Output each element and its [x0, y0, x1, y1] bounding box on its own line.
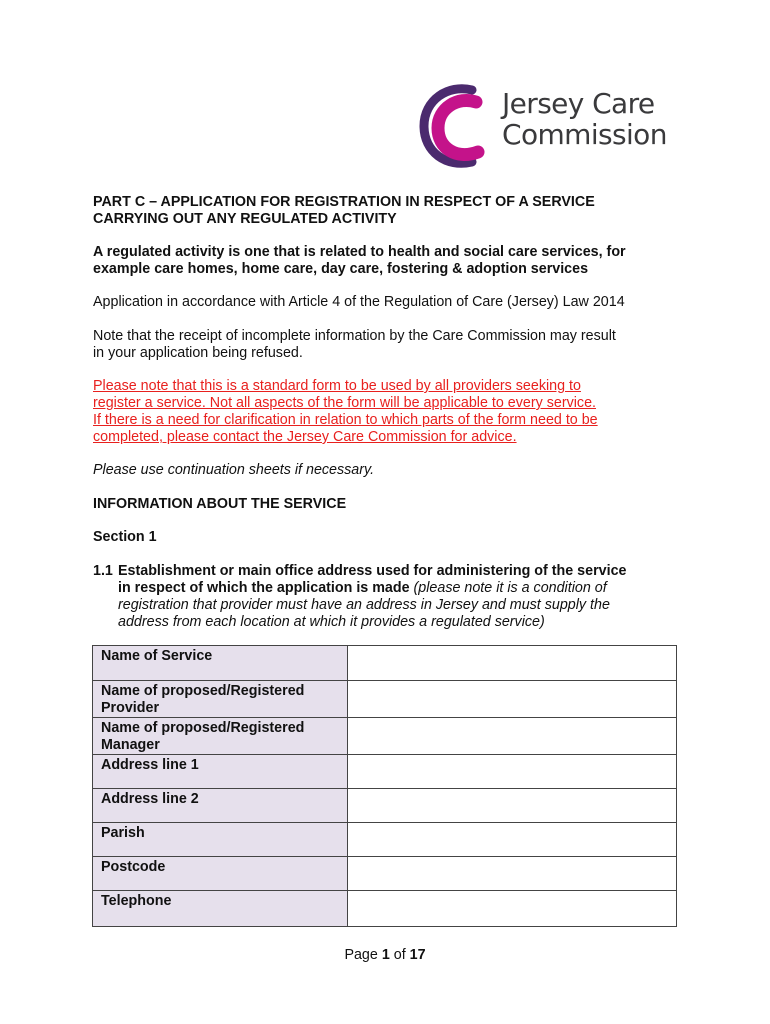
- jersey-care-commission-logo: [418, 82, 688, 172]
- item-italic-line-4: address from each location at which it provides a regulated service): [118, 614, 545, 630]
- item-number: 1.1: [93, 563, 113, 579]
- form-label: Name of Service: [93, 646, 348, 681]
- section-title: Section 1: [93, 529, 157, 545]
- regulated-activity-line-2: example care homes, home care, day care, fostering & adoption services: [93, 261, 589, 277]
- form-value-field[interactable]: [348, 681, 677, 718]
- form-row: [93, 789, 677, 823]
- form-value-field[interactable]: [348, 789, 677, 823]
- part-c-heading: [93, 194, 683, 228]
- form-label: Name of proposed/Registered Manager: [93, 718, 348, 755]
- item-1-1-body: [93, 563, 683, 631]
- form-value-field[interactable]: [348, 891, 677, 927]
- item-bold-line-1: Establishment or main office address used for administering of the service: [118, 563, 627, 579]
- page-current: 1: [381, 947, 390, 963]
- form-row: [93, 718, 677, 755]
- item-1-1: [93, 563, 683, 631]
- item-italic-line-3: registration that provider must have an address in Jersey and must supply the: [118, 597, 610, 613]
- form-label: Parish: [93, 823, 348, 857]
- page-middle: of: [389, 947, 410, 963]
- form-label: Name of proposed/Registered Provider: [93, 681, 348, 718]
- page-total: 17: [409, 947, 426, 963]
- form-label: Address line 2: [93, 789, 348, 823]
- standard-form-warning: [93, 378, 683, 446]
- item-italic-a: (please note it is a condition of: [413, 580, 607, 596]
- note-line-1: Note that the receipt of incomplete information by the Care Commission may result: [93, 328, 616, 344]
- form-label: Telephone: [93, 891, 348, 927]
- logo-line-2: Commission: [502, 118, 667, 151]
- page-number-footer: [0, 947, 770, 963]
- service-details-form: [92, 645, 677, 927]
- form-value-field[interactable]: [348, 857, 677, 891]
- logo-wordmark: [502, 88, 667, 150]
- form-row: [93, 755, 677, 789]
- warning-line-1: Please note that this is a standard form to be used by all providers seeking to: [93, 378, 581, 394]
- info-about-service-heading: INFORMATION ABOUT THE SERVICE: [93, 496, 347, 512]
- warning-line-3: If there is a need for clarification in relation to which parts of the form need to be: [93, 412, 598, 428]
- regulated-activity-line-1: A regulated activity is one that is related to health and social care services, for: [93, 244, 626, 260]
- form-value-field[interactable]: [348, 646, 677, 681]
- form-label: Address line 1: [93, 755, 348, 789]
- form-row: [93, 646, 677, 681]
- form-value-field[interactable]: [348, 823, 677, 857]
- commission-c-emblem-icon: [418, 82, 498, 172]
- form-value-field[interactable]: [348, 718, 677, 755]
- note-line-2: in your application being refused.: [93, 345, 303, 361]
- item-line-2: [118, 580, 683, 597]
- incomplete-info-note: [93, 328, 683, 362]
- continuation-note: Please use continuation sheets if necessary.: [93, 462, 375, 478]
- form-label: Postcode: [93, 857, 348, 891]
- warning-line-4: completed, please contact the Jersey Care Commission for advice.: [93, 429, 517, 445]
- form-value-field[interactable]: [348, 755, 677, 789]
- form-row: [93, 681, 677, 718]
- heading-line-1: PART C – APPLICATION FOR REGISTRATION IN RESPECT OF A SERVICE: [93, 194, 595, 210]
- heading-line-2: CARRYING OUT ANY REGULATED ACTIVITY: [93, 211, 397, 227]
- form-row: [93, 823, 677, 857]
- page-prefix: Page: [344, 947, 382, 963]
- item-bold-line-2: in respect of which the application is made: [118, 580, 410, 596]
- warning-line-2: register a service. Not all aspects of the form will be applicable to every service.: [93, 395, 596, 411]
- logo-line-1: Jersey Care: [502, 87, 655, 120]
- regulated-activity-definition: [93, 244, 683, 278]
- application-law-text: Application in accordance with Article 4 of the Regulation of Care (Jersey) Law 2014: [93, 294, 625, 310]
- form-row: [93, 857, 677, 891]
- form-row: [93, 891, 677, 927]
